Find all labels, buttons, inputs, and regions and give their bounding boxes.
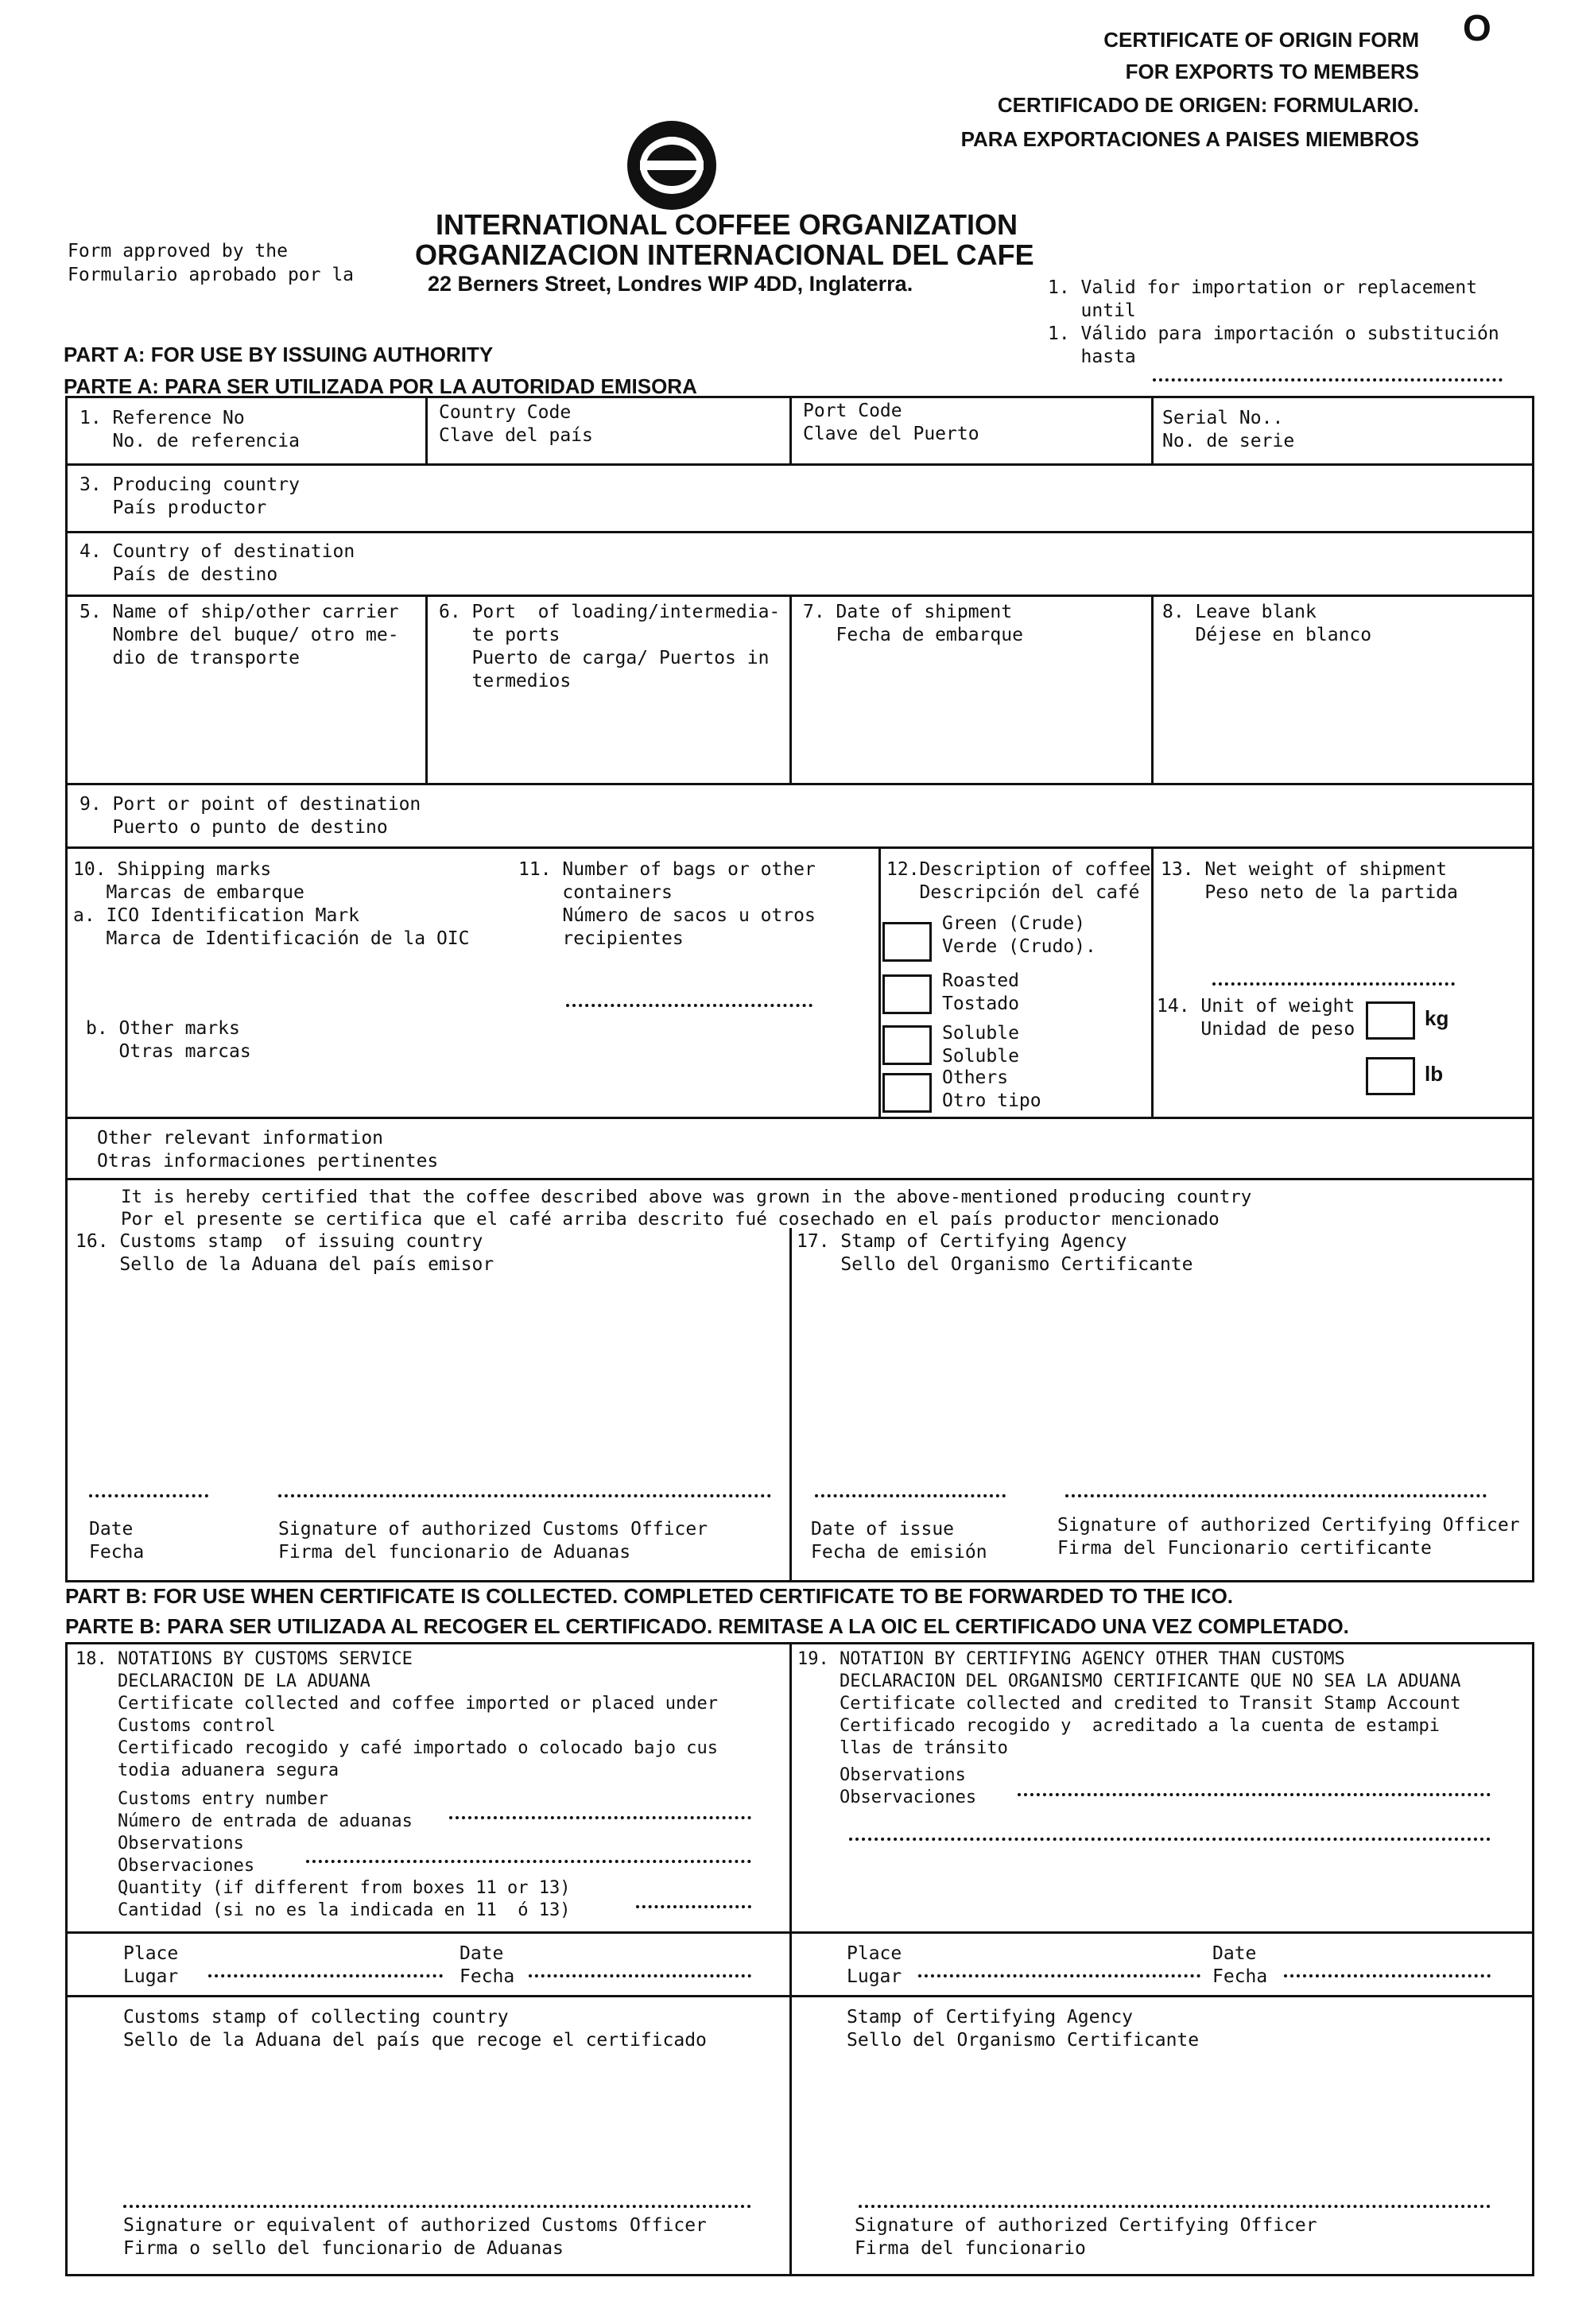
box-6-port-loading[interactable]: 6. Port of loading/intermedia- te ports Puerto de carga/ Puertos in termedios xyxy=(439,602,781,691)
box-18-fields: Customs entry number Número de entrada de aduanas Observations Observaciones Quantity (if different from boxes 11 or 13) Cantidad (si no es la indicada en 11 ó 13) xyxy=(117,1789,571,1920)
label-kg: kg xyxy=(1425,1006,1449,1030)
org-address: 22 Berners Street, Londres WIP 4DD, Inglaterra. xyxy=(428,272,913,296)
observations-19-dots[interactable] xyxy=(1018,1793,1491,1796)
sig16-dots[interactable] xyxy=(278,1494,771,1497)
part-a-es: PARTE A: PARA SER UTILIZADA POR LA AUTORIDAD EMISORA xyxy=(64,374,697,398)
approved-es: Formulario aprobado por la xyxy=(68,265,355,285)
approved-en: Form approved by the xyxy=(68,241,288,261)
date16-dots[interactable] xyxy=(89,1494,208,1497)
box-14-unit: 14. Unit of weight Unidad de peso xyxy=(1157,996,1355,1040)
date17-dots[interactable] xyxy=(815,1494,1006,1497)
sig17-dots[interactable] xyxy=(1065,1494,1487,1497)
checkbox-soluble[interactable] xyxy=(882,1025,932,1065)
box-7-date-shipment[interactable]: 7. Date of shipment Fecha de embarque xyxy=(803,602,1023,645)
label-others: Others Otro tipo xyxy=(942,1067,1041,1111)
other-relevant-info[interactable]: Other relevant information Otras informaciones pertinentes xyxy=(97,1128,439,1172)
customs-entry-dots[interactable] xyxy=(449,1816,751,1819)
observations-19-dots-2[interactable] xyxy=(849,1838,1491,1841)
org-name-es: ORGANIZACION INTERNACIONAL DEL CAFE xyxy=(415,238,1034,271)
sig-right-dots[interactable] xyxy=(859,2205,1491,2208)
box-5-carrier[interactable]: 5. Name of ship/other carrier Nombre del buque/ otro me- dio de transporte xyxy=(80,602,399,668)
part-a-en: PART A: FOR USE BY ISSUING AUTHORITY xyxy=(64,343,494,366)
box-3-producing-country[interactable]: 3. Producing country País productor xyxy=(80,474,300,518)
place-right: Place Lugar xyxy=(847,1943,902,1987)
date-left-dots[interactable] xyxy=(529,1974,751,1977)
box-11-bags[interactable]: 11. Number of bags or other containers Número de sacos u otros recipientes xyxy=(518,859,816,949)
date-right-dots[interactable] xyxy=(1284,1974,1491,1977)
header-line-4: PARA EXPORTACIONES A PAISES MIEMBROS xyxy=(960,127,1419,151)
box-serial[interactable]: Serial No.. No. de serie xyxy=(1162,408,1295,451)
form-letter: O xyxy=(1463,7,1491,48)
date-right: Date Fecha xyxy=(1212,1943,1268,1987)
checkbox-green[interactable] xyxy=(882,922,932,962)
validity-dots[interactable] xyxy=(1153,378,1503,382)
quantity-dots[interactable] xyxy=(636,1905,751,1908)
header-line-2: FOR EXPORTS TO MEMBERS xyxy=(1125,60,1419,83)
collecting-customs-stamp[interactable]: Customs stamp of collecting country Sello de la Aduana del país que recoge el certificado xyxy=(123,2007,707,2051)
checkbox-kg[interactable] xyxy=(1366,1001,1415,1040)
sig-left-dots[interactable] xyxy=(123,2205,751,2208)
place-left: Place Lugar xyxy=(123,1943,179,1987)
date-left: Date Fecha xyxy=(460,1943,515,1987)
collecting-agency-signature: Signature of authorized Certifying Officer Firma del funcionario xyxy=(855,2215,1317,2259)
box-13-dots[interactable] xyxy=(1212,982,1455,986)
checkbox-lb[interactable] xyxy=(1366,1057,1415,1095)
checkbox-others[interactable] xyxy=(882,1073,932,1113)
collecting-agency-stamp[interactable]: Stamp of Certifying Agency Sello del Organismo Certificante xyxy=(847,2007,1200,2051)
date-17: Date of issue Fecha de emisión xyxy=(811,1519,987,1563)
box-10-shipping-marks[interactable]: 10. Shipping marks Marcas de embarque a. ICO Identification Mark Marca de Identificación de la OIC xyxy=(73,859,470,949)
place-right-dots[interactable] xyxy=(918,1974,1200,1977)
collecting-customs-signature: Signature or equivalent of authorized Customs Officer Firma o sello del funcionario de Aduanas xyxy=(123,2215,707,2259)
date-16: Date Fecha xyxy=(89,1519,145,1563)
label-roasted: Roasted Tostado xyxy=(942,970,1019,1014)
label-green: Green (Crude) Verde (Crudo). xyxy=(942,913,1096,957)
box-country-code[interactable]: Country Code Clave del país xyxy=(439,402,593,446)
part-b-es: PARTE B: PARA SER UTILIZADA AL RECOGER EL CERTIFICADO. REMITASE A LA OIC EL CERTIFICADO UNA VEZ COMPLETADO. xyxy=(65,1614,1349,1638)
part-b-en: PART B: FOR USE WHEN CERTIFICATE IS COLLECTED. COMPLETED CERTIFICATE TO BE FORWARDED TO THE ICO. xyxy=(65,1584,1234,1608)
label-lb: lb xyxy=(1425,1062,1444,1086)
header-line-1: CERTIFICATE OF ORIGIN FORM xyxy=(1103,28,1419,52)
place-left-dots[interactable] xyxy=(208,1974,443,1977)
box-19-observations: Observations Observaciones xyxy=(839,1765,977,1807)
box-17-agency-stamp[interactable]: 17. Stamp of Certifying Agency Sello del Organismo Certificante xyxy=(797,1231,1193,1275)
label-soluble: Soluble Soluble xyxy=(942,1023,1019,1067)
box-1-reference[interactable]: 1. Reference No No. de referencia xyxy=(80,408,300,451)
box-16-customs-stamp[interactable]: 16. Customs stamp of issuing country Sello de la Aduana del país emisor xyxy=(76,1231,494,1275)
box-4-destination[interactable]: 4. Country of destination País de destino xyxy=(80,541,355,585)
box-19-agency-notations: 19. NOTATION BY CERTIFYING AGENCY OTHER THAN CUSTOMS DECLARACION DEL ORGANISMO CERTIFICANTE QUE NO SEA LA ADUANA Certificate collected and credited to Transit Stamp Account Certificado recogido y acreditado a la cuenta de estampi llas de tránsito xyxy=(797,1649,1461,1758)
certification-statement: It is hereby certified that the coffee described above was grown in the above-mentioned producing country Por el presente se certifica que el café arriba descrito fué cosechado en el país productor mencionado xyxy=(121,1187,1252,1230)
signature-16: Signature of authorized Customs Officer Firma del funcionario de Aduanas xyxy=(278,1519,708,1563)
box-18-customs-notations: 18. NOTATIONS BY CUSTOMS SERVICE DECLARACION DE LA ADUANA Certificate collected and coffee imported or placed under Customs control Certificado recogido y café importado o colocado bajo cus todia aduanera segura xyxy=(76,1649,718,1780)
signature-17: Signature of authorized Certifying Officer Firma del Funcionario certificante xyxy=(1057,1515,1520,1559)
validity-en: 1. Valid for importation or replacement until xyxy=(1048,277,1478,321)
ico-logo-icon xyxy=(624,118,719,213)
box-12-description: 12.Description of coffee Descripción del café xyxy=(886,859,1151,903)
box-13-net-weight[interactable]: 13. Net weight of shipment Peso neto de la partida xyxy=(1161,859,1458,903)
box-11-dots[interactable] xyxy=(566,1004,812,1007)
checkbox-roasted[interactable] xyxy=(882,974,932,1014)
org-name-en: INTERNATIONAL COFFEE ORGANIZATION xyxy=(436,208,1018,241)
observations-18-dots[interactable] xyxy=(306,1860,751,1863)
box-9-port-destination[interactable]: 9. Port or point of destination Puerto o punto de destino xyxy=(80,794,421,838)
validity-es: 1. Válido para importación o substitución hasta xyxy=(1048,323,1499,367)
header-line-3: CERTIFICADO DE ORIGEN: FORMULARIO. xyxy=(997,93,1419,117)
box-port-code[interactable]: Port Code Clave del Puerto xyxy=(803,401,979,444)
box-10b-other-marks[interactable]: b. Other marks Otras marcas xyxy=(86,1018,251,1062)
box-8-leave-blank: 8. Leave blank Déjese en blanco xyxy=(1162,602,1372,645)
